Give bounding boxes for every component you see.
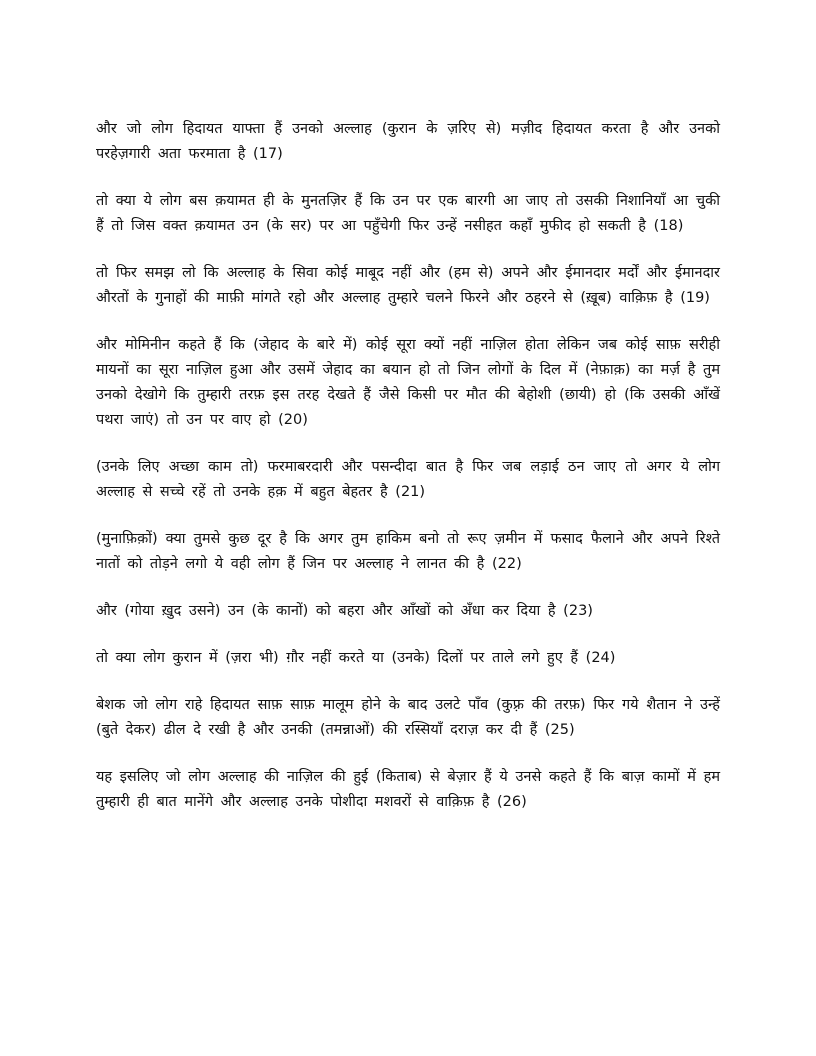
verse-23-paragraph: और (गोया ख़ुद उसने) उन (के कानों) को बहरा और आँखों को अँधा कर दिया है (23) [96, 603, 593, 619]
verse-19-paragraph: तो फिर समझ लो कि अल्लाह के सिवा कोई माबूद नहीं और (हम से) अपने और ईमानदार मर्दों और ईमानदार औरतों के गुनाहों की माफ़ी मांगते रहो और अल्लाह तुम्हारे चलने फिरने और ठहरने से (ख़ूब) वाक़िफ़ है (19) [96, 265, 720, 306]
verse-22-paragraph: (मुनाफ़िक़ों) क्या तुमसे कुछ दूर है कि अगर तुम हाकिम बनो तो रूए ज़मीन में फसाद फैलाने और अपने रिश्ते नातों को तोड़ने लगो ये वही लोग हैं जिन पर अल्लाह ने लानत की है (22) [96, 531, 720, 572]
verse-21-paragraph: (उनके लिए अच्छा काम तो) फरमाबरदारी और पसन्दीदा बात है फिर जब लड़ाई ठन जाए तो अगर ये लोग अल्लाह से सच्चे रहें तो उनके हक़ में बहुत बेहतर है (21) [96, 459, 720, 500]
verse-18-paragraph: तो क्या ये लोग बस क़यामत ही के मुनतज़िर हैं कि उन पर एक बारगी आ जाए तो उसकी निशानियाँ आ चुकी हैं तो जिस वक्त क़यामत उन (के सर) पर आ पहुँचेगी फिर उन्हें नसीहत कहाँ मुफीद हो सकती है (18) [96, 193, 720, 234]
document-body [96, 117, 720, 837]
verse-25-paragraph: बेशक जो लोग राहे हिदायत साफ़ साफ़ मालूम होने के बाद उलटे पाँव (कुफ़्र की तरफ़) फिर गये शैतान ने उन्हें (बुते देकर) ढील दे रखी है और उनकी (तमन्नाओं) की रस्सियाँ दराज़ कर दी हैं (25) [96, 697, 720, 738]
verse-17-paragraph: और जो लोग हिदायत याफ्ता हैं उनको अल्लाह (कुरान के ज़रिए से) मज़ीद हिदायत करता है और उनको परहेज़गारी अता फरमाता है (17) [96, 121, 720, 162]
verse-24-paragraph: तो क्या लोग कुरान में (ज़रा भी) ग़ौर नहीं करते या (उनके) दिलों पर ताले लगे हुए हैं (24) [96, 650, 616, 666]
verse-20-paragraph: और मोमिनीन कहते हैं कि (जेहाद के बारे में) कोई सूरा क्यों नहीं नाज़िल होता लेकिन जब कोई साफ़ सरीही मायनों का सूरा नाज़िल हुआ और उसमें जेहाद का बयान हो तो जिन लोगों के दिल में (नेफ़ाक़) का मर्ज़ है तुम उनको देखोगे कि तुम्हारी तरफ़ इस तरह देखते हैं जैसे किसी पर मौत की बेहोशी (छायी) हो (कि उसकी आँखें पथरा जाएं) तो उन पर वाए हो (20) [96, 337, 720, 428]
verse-26-paragraph: यह इसलिए जो लोग अल्लाह की नाज़िल की हुई (किताब) से बेज़ार हैं ये उनसे कहते हैं कि बाज़ कामों में हम तुम्हारी ही बात मानेंगे और अल्लाह उनके पोशीदा मशवरों से वाक़िफ़ है (26) [96, 769, 720, 810]
